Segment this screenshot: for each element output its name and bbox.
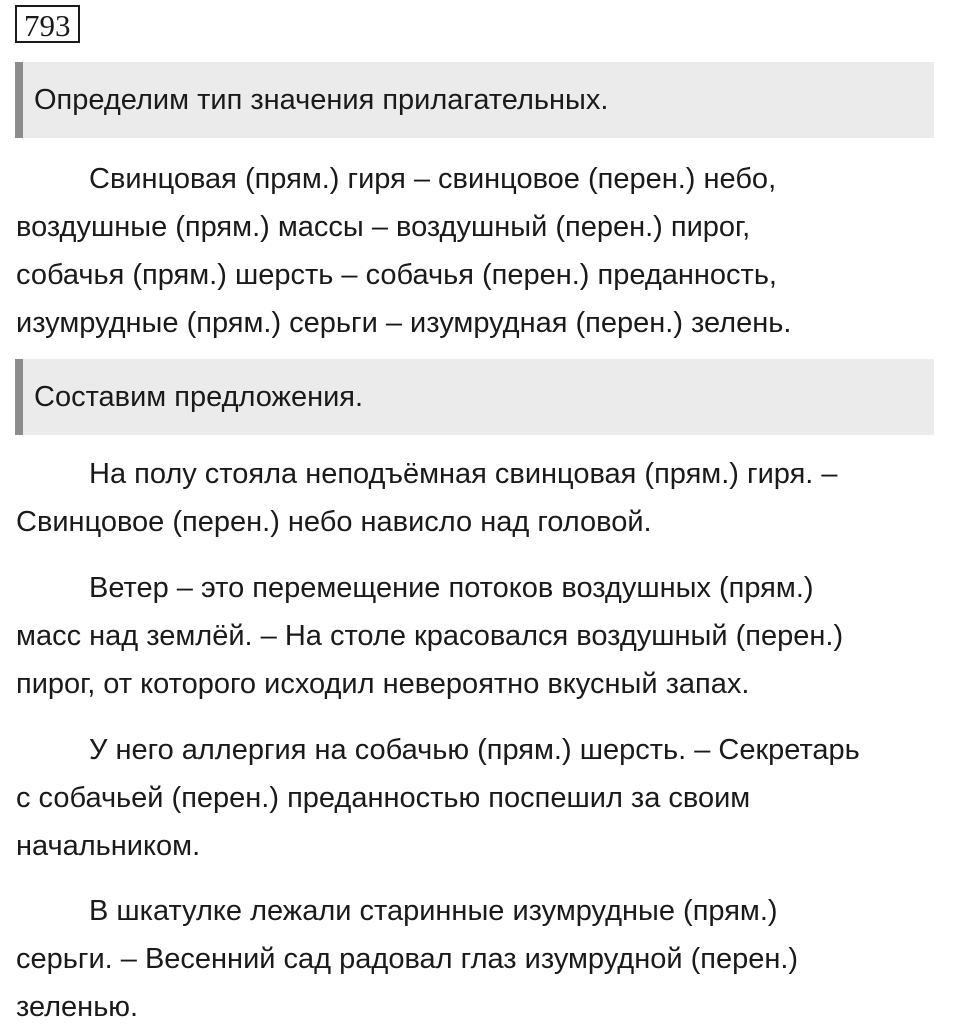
- text-line: масс над землёй. – На столе красовался воздушный (перен.): [16, 620, 844, 652]
- text-line: воздушные (прям.) массы – воздушный (перен.) пирог,: [16, 211, 751, 243]
- section-heading-adjective-meanings: Определим тип значения прилагательных.: [15, 62, 934, 138]
- text-line: с собачьей (перен.) преданностью поспешил за своим: [16, 782, 751, 814]
- text-line: серьги. – Весенний сад радовал глаз изумрудной (перен.): [16, 943, 799, 975]
- text-line: Свинцовое (перен.) небо нависло над головой.: [16, 506, 652, 538]
- adjective-pairs-paragraph: [16, 155, 951, 347]
- task-number: 793: [15, 5, 80, 43]
- sentence-paragraph-emerald: [16, 887, 951, 1031]
- sentence-paragraph-dog: [16, 726, 951, 870]
- text-line: собачья (прям.) шерсть – собачья (перен.) преданность,: [16, 259, 777, 291]
- sentence-paragraph-lead: [16, 450, 951, 546]
- text-line: В шкатулке лежали старинные изумрудные (прям.): [89, 895, 778, 927]
- text-line: начальником.: [16, 830, 201, 862]
- sentence-paragraph-air: [16, 564, 951, 708]
- section-heading-make-sentences: Составим предложения.: [15, 359, 934, 435]
- text-line: зеленью.: [16, 991, 139, 1023]
- text-line: У него аллергия на собачью (прям.) шерсть. – Секретарь: [89, 734, 860, 766]
- text-line: пирог, от которого исходил невероятно вкусный запах.: [16, 668, 750, 700]
- text-line: Ветер – это перемещение потоков воздушных (прям.): [89, 572, 814, 604]
- text-line: Свинцовая (прям.) гиря – свинцовое (перен.) небо,: [89, 163, 777, 195]
- text-line: На полу стояла неподъёмная свинцовая (прям.) гиря. –: [89, 458, 838, 490]
- text-line: изумрудные (прям.) серьги – изумрудная (перен.) зелень.: [16, 307, 792, 339]
